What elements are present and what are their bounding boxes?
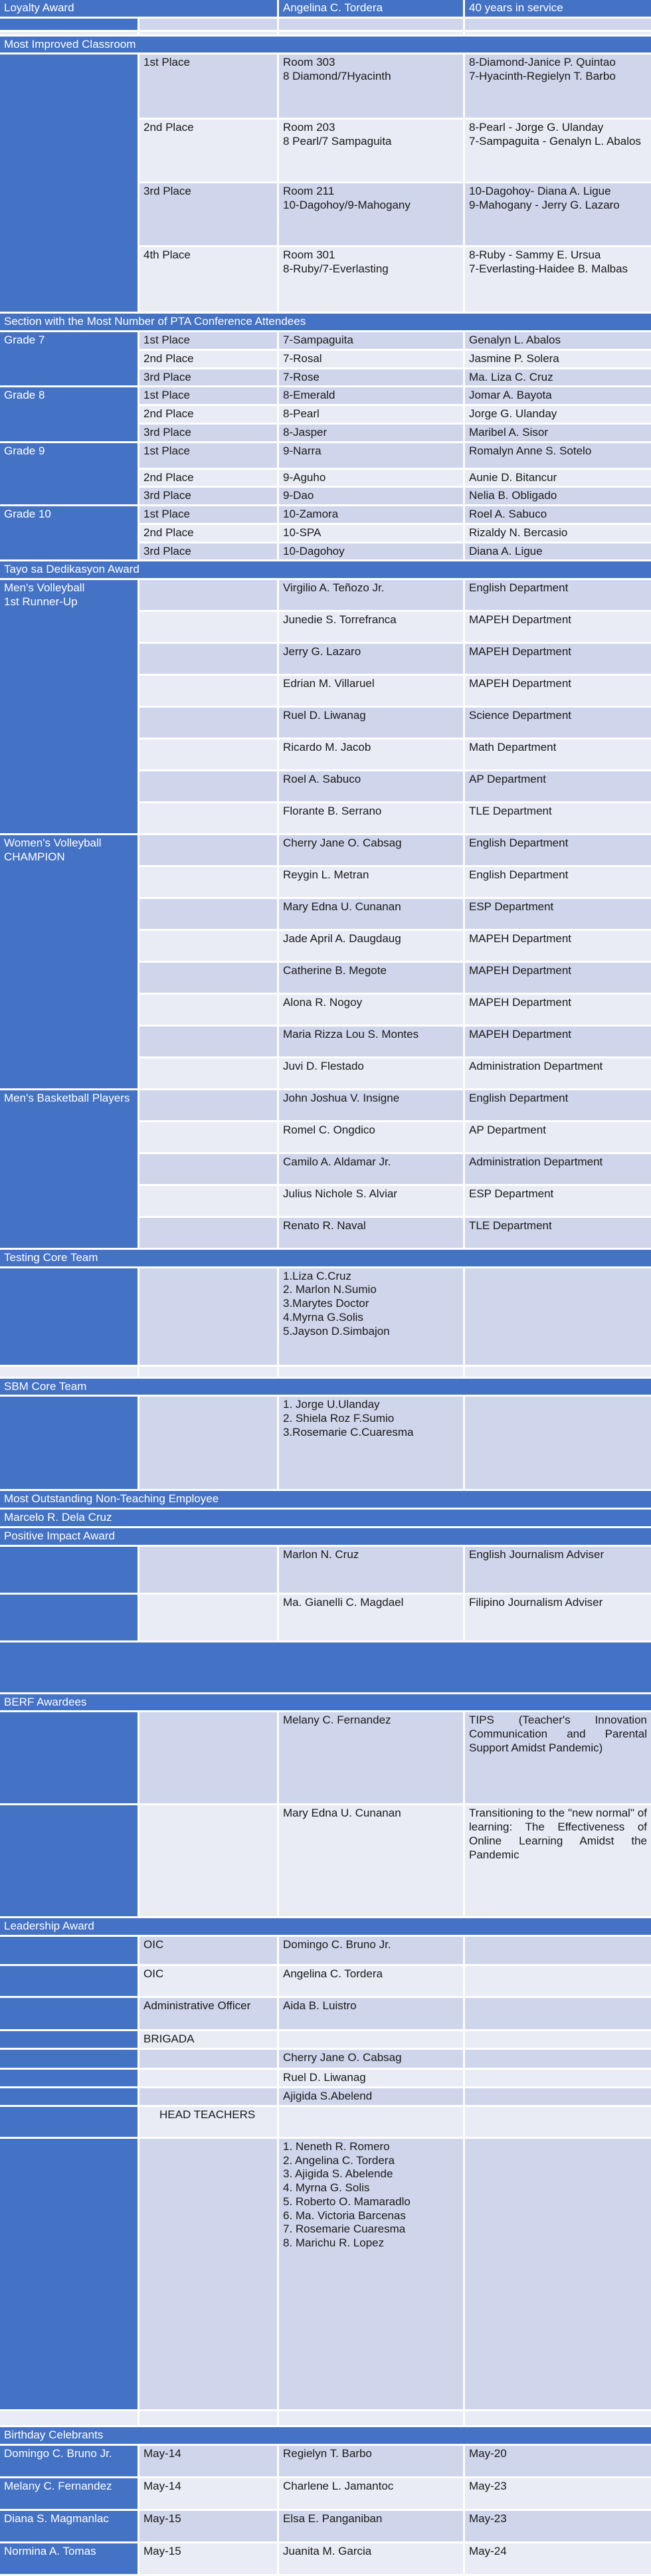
leadership-name: Angelina C. Tordera [279,1966,465,1998]
team-row [0,835,651,867]
birthday-row [0,2543,651,2576]
leadership-name: Aida B. Luistro [279,1998,465,2031]
pta-section: 10-SPA [279,525,465,544]
table-cell [140,1712,279,1805]
pta-section: 9-Dao [279,488,465,506]
testing-core-team-title: Testing Core Team [0,1250,651,1268]
loyalty-award-name: Angelina C. Tordera [279,0,465,19]
team-member-name: Maria Rizza Lou S. Montes [279,1027,465,1058]
pta-grade-label: Grade 10 [0,506,140,561]
empty-cell [140,1027,279,1058]
team-member-name: Ricardo M. Jacob [279,740,465,771]
team-member-name: Julius Nichole S. Alviar [279,1186,465,1218]
pta-title: Section with the Most Number of PTA Conference Attendees [0,314,651,332]
positive-impact-row [0,1547,651,1595]
positive-impact-role: English Journalism Adviser [465,1547,651,1595]
table-cell [140,1367,279,1379]
pta-adviser: Nelia B. Obligado [465,488,651,506]
pta-section: 8-Pearl [279,406,465,425]
pta-adviser: Ma. Liza C. Cruz [465,369,651,388]
pta-section: 7-Rose [279,369,465,388]
team-member-department: Science Department [465,708,651,740]
team-member-name: Juvi D. Flestado [279,1058,465,1090]
birthday-name: Domingo C. Bruno Jr. [0,2446,140,2478]
mic-place: 4th Place [140,247,279,314]
positive-impact-name: Marlon N. Cruz [279,1547,465,1595]
birthday-name: Charlene L. Jamantoc [279,2478,465,2511]
birthday-row [0,2446,651,2478]
table-cell [0,19,140,32]
table-cell [0,1805,140,1918]
table-cell [0,1712,140,1805]
section-header-row [0,37,651,55]
table-cell [279,32,465,37]
pta-adviser: Roel A. Sabuco [465,506,651,525]
pta-section: 9-Narra [279,443,465,470]
team-member-name: Catherine B. Megote [279,963,465,995]
team-member-name: Jerry G. Lazaro [279,644,465,676]
table-row [0,2088,651,2107]
birthday-row [0,2511,651,2543]
team-member-name: Junedie S. Torrefranca [279,612,465,644]
section-header-row [0,1491,651,1510]
table-row [0,2411,651,2427]
pta-section: 10-Zamora [279,506,465,525]
pta-place: 3rd Place [140,425,279,443]
mic-advisers: 10-Dagohoy- Diana A. Ligue 9-Mahogany - Jerry G. Lazaro [465,183,651,247]
table-cell [0,1937,140,1966]
pta-adviser: Aunie D. Bitancur [465,470,651,488]
empty-cell [140,931,279,963]
empty-cell [140,771,279,803]
team-member-name: Mary Edna U. Cunanan [279,899,465,931]
team-member-department: ESP Department [465,899,651,931]
team-member-name: Cherry Jane O. Cabsag [279,835,465,867]
team-member-name: Renato R. Naval [279,1218,465,1250]
team-member-name: Reygin L. Metran [279,867,465,899]
pta-adviser: Diana A. Ligue [465,544,651,562]
table-row [0,2139,651,2411]
table-cell [0,2031,140,2050]
team-member-department: MAPEH Department [465,931,651,963]
team-label: Women's Volleyball CHAMPION [0,835,140,1090]
empty-cell [140,867,279,899]
mic-category-cell [0,54,140,314]
mic-place: 3rd Place [140,183,279,247]
table-cell [465,1998,651,2031]
table-cell [140,32,279,37]
table-row [0,32,651,37]
brigada-member: Ajigida S.Abelend [279,2088,465,2107]
table-cell [140,2050,279,2070]
empty-cell [140,1218,279,1250]
table-row [0,1642,651,1694]
leadership-role: HEAD TEACHERS [140,2107,279,2139]
empty-cell [140,580,279,612]
table-cell [465,2139,651,2411]
table-cell [0,2050,140,2070]
table-cell [279,1367,465,1379]
section-header-row [0,1379,651,1397]
table-cell [0,1642,651,1694]
berf-row [0,1805,651,1918]
pta-place: 2nd Place [140,406,279,425]
table-row [0,1268,651,1367]
berf-row [0,1712,651,1805]
team-member-department: AP Department [465,771,651,803]
empty-cell [140,995,279,1027]
team-member-name: Virgilio A. Teñozo Jr. [279,580,465,612]
table-cell [465,2107,651,2139]
birthday-title: Birthday Celebrants [0,2427,651,2446]
empty-cell [140,899,279,931]
team-member-department: Administration Department [465,1058,651,1090]
brigada-member: Ruel D. Liwanag [279,2070,465,2088]
table-cell [465,1397,651,1491]
pta-adviser: Maribel A. Sisor [465,425,651,443]
empty-cell [140,963,279,995]
table-row [0,2050,651,2070]
table-row [0,1998,651,2031]
table-cell [0,1268,140,1367]
mic-room: Room 301 8-Ruby/7-Everlasting [279,247,465,314]
berf-title-text: Transitioning to the "new normal" of learning: The Effectiveness of Online Learning Amidst the Pandemic [465,1805,651,1918]
birthday-name: Normina A. Tomas [0,2543,140,2576]
empty-cell [140,1154,279,1186]
team-member-department: MAPEH Department [465,644,651,676]
team-member-name: Alona R. Nogoy [279,995,465,1027]
team-member-name: Roel A. Sabuco [279,771,465,803]
empty-cell [140,1122,279,1154]
table-cell [140,1595,279,1642]
berf-title: BERF Awardees [0,1694,651,1713]
team-member-name: Ruel D. Liwanag [279,708,465,740]
team-member-department: English Department [465,580,651,612]
table-cell [140,1397,279,1491]
team-member-department: MAPEH Department [465,612,651,644]
birthday-name: Elsa E. Panganiban [279,2511,465,2543]
empty-cell [140,1058,279,1090]
pta-row [0,387,651,406]
pta-section: 8-Jasper [279,425,465,443]
berf-title-text: TIPS (Teacher's Innovation Communication and Parental Support Amidst Pandemic) [465,1712,651,1805]
team-member-department: MAPEH Department [465,995,651,1027]
empty-cell [140,644,279,676]
berf-name: Melany C. Fernandez [279,1712,465,1805]
pta-row [0,443,651,470]
table-cell [140,1805,279,1918]
table-cell [0,1998,140,2031]
pta-grade-label: Grade 7 [0,332,140,387]
birthday-date: May-15 [140,2511,279,2543]
empty-cell [140,612,279,644]
table-row [0,19,651,32]
empty-cell [140,676,279,708]
birthday-date: May-14 [140,2478,279,2511]
mic-advisers: 8-Pearl - Jorge G. Ulanday 7-Sampaguita - Genalyn L. Abalos [465,120,651,183]
table-cell [279,19,465,32]
pta-adviser: Romalyn Anne S. Sotelo [465,443,651,470]
team-member-department: Math Department [465,740,651,771]
table-cell [0,2070,140,2088]
table-cell [465,1937,651,1966]
birthday-date: May-23 [465,2478,651,2511]
testing-core-team-members: 1.Liza C.Cruz 2. Marlon N.Sumio 3.Marytes Doctor 4.Myrna G.Solis 5.Jayson D.Simbajon [279,1268,465,1367]
section-header-row [0,1528,651,1547]
empty-cell [140,1186,279,1218]
pta-adviser: Rizaldy N. Bercasio [465,525,651,544]
birthday-name: Melany C. Fernandez [0,2478,140,2511]
pta-grade-label: Grade 8 [0,387,140,443]
team-member-department: MAPEH Department [465,1027,651,1058]
team-row [0,580,651,612]
section-header-row [0,1918,651,1937]
leadership-role: OIC [140,1937,279,1966]
most-improved-classroom-title: Most Improved Classroom [0,37,651,55]
table-cell [279,2031,465,2050]
pta-section: 10-Dagohoy [279,544,465,562]
pta-row [0,332,651,351]
pta-place: 3rd Place [140,369,279,388]
tayo-title: Tayo sa Dedikasyon Award [0,561,651,580]
table-cell [0,1367,140,1379]
pta-place: 1st Place [140,443,279,470]
team-label: Men's Volleyball 1st Runner-Up [0,580,140,835]
birthday-date: May-24 [465,2543,651,2576]
table-cell [465,2411,651,2427]
pta-place: 2nd Place [140,470,279,488]
mic-row [0,54,651,120]
pta-place: 2nd Place [140,351,279,369]
leadership-role: OIC [140,1966,279,1998]
leadership-role: BRIGADA [140,2031,279,2050]
table-cell [140,2088,279,2107]
team-member-name: Camilo A. Aldamar Jr. [279,1154,465,1186]
positive-impact-role: Filipino Journalism Adviser [465,1595,651,1642]
birthday-name: Juanita M. Garcia [279,2543,465,2576]
table-cell [279,2411,465,2427]
sbm-core-team-title: SBM Core Team [0,1379,651,1397]
team-member-name: John Joshua V. Insigne [279,1090,465,1122]
team-member-name: Florante B. Serrano [279,803,465,835]
pta-row [0,506,651,525]
table-cell [0,2139,140,2411]
pta-place: 1st Place [140,387,279,406]
empty-cell [140,740,279,771]
mic-advisers: 8-Diamond-Janice P. Quintao 7-Hyacinth-Regielyn T. Barbo [465,54,651,120]
table-row [0,1397,651,1491]
mic-room: Room 303 8 Diamond/7Hyacinth [279,54,465,120]
header-row [0,0,651,19]
positive-impact-title: Positive Impact Award [0,1528,651,1547]
table-row [0,2070,651,2088]
table-cell [465,1966,651,1998]
section-header-row [0,2427,651,2446]
table-row [0,2107,651,2139]
team-row [0,1090,651,1122]
pta-place: 2nd Place [140,525,279,544]
table-cell [465,1268,651,1367]
team-member-department: English Department [465,867,651,899]
pta-adviser: Jorge G. Ulanday [465,406,651,425]
table-cell [140,2139,279,2411]
table-cell [465,2031,651,2050]
table-row [0,1367,651,1379]
table-cell [140,19,279,32]
team-member-department: Administration Department [465,1154,651,1186]
loyalty-award-label: Loyalty Award [0,0,279,19]
table-cell [0,1595,140,1642]
table-cell [140,2411,279,2427]
pta-place: 3rd Place [140,488,279,506]
table-cell [465,2088,651,2107]
pta-grade-label: Grade 9 [0,443,140,506]
mic-room: Room 211 10-Dagohoy/9-Mahogany [279,183,465,247]
table-cell [140,1268,279,1367]
empty-cell [140,803,279,835]
team-member-department: AP Department [465,1122,651,1154]
team-member-department: TLE Department [465,1218,651,1250]
table-cell [0,1547,140,1595]
table-cell [0,1397,140,1491]
empty-cell [140,708,279,740]
mic-place: 2nd Place [140,120,279,183]
team-member-department: English Department [465,835,651,867]
pta-place: 3rd Place [140,544,279,562]
table-cell [140,2070,279,2088]
mic-advisers: 8-Ruby - Sammy E. Ursua 7-Everlasting-Haidee B. Malbas [465,247,651,314]
team-member-name: Jade April A. Daugdaug [279,931,465,963]
team-member-department: MAPEH Department [465,676,651,708]
pta-adviser: Jasmine P. Solera [465,351,651,369]
leadership-name: Domingo C. Bruno Jr. [279,1937,465,1966]
empty-cell [140,1090,279,1122]
pta-section: 8-Emerald [279,387,465,406]
team-member-name: Edrian M. Villaruel [279,676,465,708]
head-teachers-list: 1. Neneth R. Romero 2. Angelina C. Tordera 3. Ajigida S. Abelende 4. Myrna G. Solis 5. Roberto O. Mamaradlo 6. Ma. Victoria Barcenas 7. Rosemarie Cuaresma 8. Marichu R. Lopez [279,2139,465,2411]
table-cell [0,2107,140,2139]
pta-section: 9-Aguho [279,470,465,488]
team-label: Men's Basketball Players [0,1090,140,1250]
pta-place: 1st Place [140,332,279,351]
pta-adviser: Jomar A. Bayota [465,387,651,406]
birthday-name: Regielyn T. Barbo [279,2446,465,2478]
table-cell [465,32,651,37]
team-member-department: ESP Department [465,1186,651,1218]
table-cell [0,2411,140,2427]
loyalty-award-years: 40 years in service [465,0,651,19]
positive-impact-name: Ma. Gianelli C. Magdael [279,1595,465,1642]
birthday-name: Diana S. Magmanlac [0,2511,140,2543]
leadership-role: Administrative Officer [140,1998,279,2031]
birthday-row [0,2478,651,2511]
table-row [0,1937,651,1966]
table-cell [0,32,140,37]
mic-room: Room 203 8 Pearl/7 Sampaguita [279,120,465,183]
brigada-member: Cherry Jane O. Cabsag [279,2050,465,2070]
berf-name: Mary Edna U. Cunanan [279,1805,465,1918]
table-row [0,1966,651,1998]
birthday-date: May-23 [465,2511,651,2543]
table-cell [0,2088,140,2107]
pta-adviser: Genalyn L. Abalos [465,332,651,351]
pta-section: 7-Rosal [279,351,465,369]
table-cell [0,1966,140,1998]
positive-impact-row [0,1595,651,1642]
table-cell [465,2070,651,2088]
table-cell [465,1367,651,1379]
team-member-department: English Department [465,1090,651,1122]
team-member-department: TLE Department [465,803,651,835]
team-member-department: MAPEH Department [465,963,651,995]
table-cell [140,1547,279,1595]
section-header-row [0,1694,651,1713]
section-header-row [0,1510,651,1528]
table-cell [465,2050,651,2070]
table-row [0,2031,651,2050]
section-header-row [0,1250,651,1268]
birthday-date: May-15 [140,2543,279,2576]
section-header-row [0,314,651,332]
table-cell [465,19,651,32]
pta-section: 7-Sampaguita [279,332,465,351]
sbm-core-team-members: 1. Jorge U.Ulanday 2. Shiela Roz F.Sumio 3.Rosemarie C.Cuaresma [279,1397,465,1491]
birthday-date: May-20 [465,2446,651,2478]
pta-place: 1st Place [140,506,279,525]
non-teaching-title: Most Outstanding Non-Teaching Employee [0,1491,651,1510]
empty-cell [140,835,279,867]
table-cell [279,2107,465,2139]
non-teaching-name: Marcelo R. Dela Cruz [0,1510,651,1528]
team-member-name: Romel C. Ongdico [279,1122,465,1154]
mic-place: 1st Place [140,54,279,120]
leadership-title: Leadership Award [0,1918,651,1937]
section-header-row [0,561,651,580]
birthday-date: May-14 [140,2446,279,2478]
